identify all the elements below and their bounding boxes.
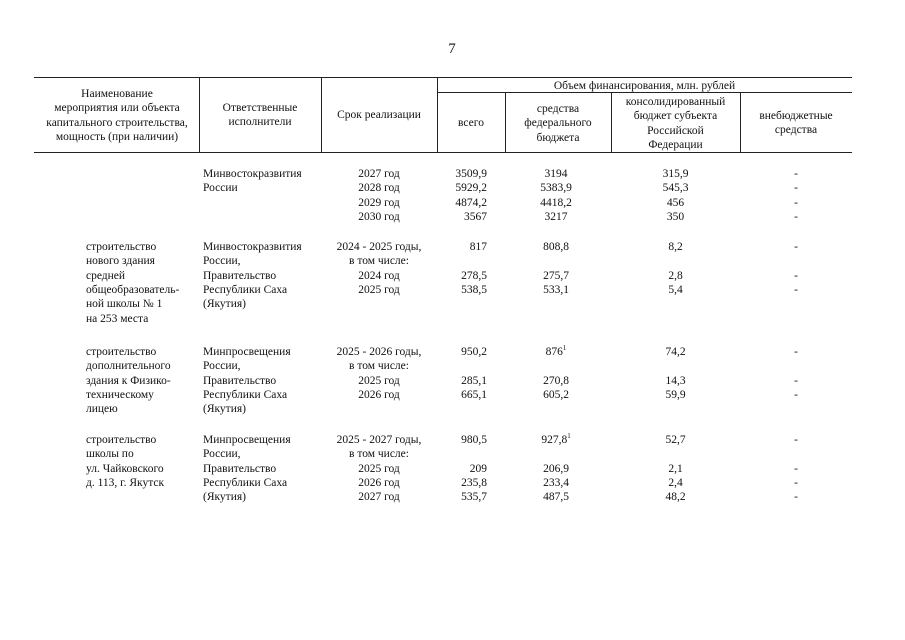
regional-cell: 5,4 <box>668 283 683 296</box>
responsible-line: Минвостокразвития <box>203 241 302 253</box>
period-cell: 2030 год <box>358 210 400 223</box>
column-header-regional: Российской <box>647 124 704 137</box>
total-cell: 950,2 <box>461 346 487 358</box>
offbudget-cell: - <box>794 462 798 475</box>
object-name-line: нового здания <box>86 255 155 268</box>
column-header-name: мощность (при наличии) <box>55 130 179 143</box>
federal-value: 3194 <box>544 168 568 180</box>
offbudget-cell: - <box>794 491 798 504</box>
federal-cell <box>505 240 607 254</box>
federal-value: 605,2 <box>543 388 569 401</box>
column-header-responsible: Ответственные <box>222 102 298 114</box>
responsible-line: Правительство <box>203 374 277 387</box>
regional-cell: 52,7 <box>665 434 686 446</box>
column-header-name: Наименование <box>81 88 153 100</box>
total-cell: 5929,2 <box>455 182 487 195</box>
column-header-offbudget: внебюджетные <box>759 110 833 122</box>
total-cell: 538,5 <box>461 283 487 296</box>
regional-cell: 456 <box>666 196 685 209</box>
object-name-line: д. 113, г. Якутск <box>86 476 165 489</box>
federal-value: 5383,9 <box>540 182 572 195</box>
column-divider <box>611 92 612 152</box>
regional-cell: 2,4 <box>668 476 683 489</box>
regional-cell: 59,9 <box>665 388 686 401</box>
page-number: 7 <box>448 41 456 57</box>
offbudget-cell: - <box>794 434 798 446</box>
responsible-line: (Якутия) <box>203 298 246 311</box>
federal-cell <box>505 210 607 224</box>
period-cell: 2026 год <box>358 476 400 489</box>
object-name-line: строительство <box>86 346 157 358</box>
federal-cell <box>505 476 607 490</box>
federal-value: 233,4 <box>543 476 569 489</box>
offbudget-cell: - <box>794 210 798 223</box>
column-header-name: капитального строительства, <box>46 116 188 129</box>
column-header-federal: средства <box>536 103 580 115</box>
federal-cell <box>505 283 607 297</box>
column-header-total: всего <box>458 117 484 129</box>
column-header-federal: бюджета <box>536 131 580 144</box>
federal-cell <box>505 269 607 283</box>
offbudget-cell: - <box>794 182 798 195</box>
federal-value: 927,8 <box>541 434 568 446</box>
regional-cell: 2,1 <box>668 462 683 475</box>
column-header-finance: Объем финансирования, млн. рублей <box>553 80 736 92</box>
offbudget-cell: - <box>794 283 798 296</box>
column-divider <box>740 92 741 152</box>
federal-cell <box>505 490 607 504</box>
federal-cell <box>505 167 607 181</box>
column-divider <box>199 77 200 152</box>
federal-cell <box>505 388 607 402</box>
total-cell: 817 <box>469 241 487 253</box>
column-header-offbudget: средства <box>774 124 818 137</box>
regional-cell: 14,3 <box>665 374 686 387</box>
responsible-line: Минвостокразвития <box>203 168 302 180</box>
column-divider <box>321 77 322 152</box>
column-header-regional: Федерации <box>648 138 703 151</box>
object-name-line: средней <box>86 269 126 282</box>
total-cell: 278,5 <box>461 269 487 282</box>
federal-value: 876 <box>545 346 563 358</box>
federal-cell <box>505 374 607 388</box>
object-name-line: лицею <box>86 403 118 416</box>
column-divider <box>437 77 438 152</box>
responsible-line: (Якутия) <box>203 403 246 416</box>
table-top-rule <box>34 77 852 78</box>
period-cell: 2025 год <box>358 462 400 475</box>
period-cell: 2024 - 2025 годы, <box>336 241 422 253</box>
regional-cell: 545,3 <box>662 182 689 195</box>
period-cell: 2028 год <box>358 182 400 195</box>
column-divider <box>505 92 506 152</box>
period-cell: 2026 год <box>358 388 400 401</box>
period-cell: 2027 год <box>358 491 400 504</box>
period-cell: 2025 - 2026 годы, <box>336 346 422 358</box>
federal-value: 4418,2 <box>540 196 572 209</box>
offbudget-cell: - <box>794 269 798 282</box>
responsible-line: Республики Саха <box>203 283 288 296</box>
total-cell: 665,1 <box>461 388 487 401</box>
responsible-line: России <box>203 182 238 195</box>
regional-cell: 74,2 <box>665 346 686 358</box>
federal-cell <box>505 196 607 210</box>
responsible-line: Республики Саха <box>203 476 288 489</box>
federal-value: 275,7 <box>543 269 569 282</box>
responsible-line: России, <box>203 360 241 373</box>
object-name-line: техническому <box>86 388 154 401</box>
regional-cell: 315,9 <box>662 168 689 180</box>
offbudget-cell: - <box>794 168 798 180</box>
column-header-regional: бюджет субъекта <box>633 110 718 123</box>
regional-cell: 2,8 <box>668 269 683 282</box>
regional-cell: 48,2 <box>665 491 686 504</box>
period-cell: 2025 - 2027 годы, <box>336 434 422 446</box>
period-cell: 2029 год <box>358 196 400 209</box>
offbudget-cell: - <box>794 241 798 253</box>
total-cell: 3509,9 <box>455 168 487 180</box>
total-cell: 235,8 <box>461 476 487 489</box>
period-cell: 2025 год <box>358 283 400 296</box>
responsible-line: Минпросвещения <box>203 346 291 358</box>
period-cell: в том числе: <box>349 360 409 373</box>
period-cell: в том числе: <box>349 255 409 268</box>
federal-value: 3217 <box>544 210 568 223</box>
object-name-line: ной школы № 1 <box>86 298 163 311</box>
period-cell: в том числе: <box>349 448 409 461</box>
responsible-line: Республики Саха <box>203 388 288 401</box>
offbudget-cell: - <box>794 346 798 358</box>
object-name-line: школы по <box>86 448 134 461</box>
responsible-line: Минпросвещения <box>203 434 291 446</box>
object-name-line: общеобразователь- <box>86 283 180 296</box>
responsible-line: Правительство <box>203 462 277 475</box>
offbudget-cell: - <box>794 196 798 209</box>
regional-cell: 350 <box>666 210 685 223</box>
total-cell: 285,1 <box>461 374 487 387</box>
responsible-line: (Якутия) <box>203 491 246 504</box>
period-cell: 2027 год <box>358 168 400 180</box>
federal-cell <box>505 181 607 195</box>
total-cell: 535,7 <box>461 491 487 504</box>
responsible-line: Правительство <box>203 269 277 282</box>
object-name-line: строительство <box>86 434 157 446</box>
object-name-line: здания к Физико- <box>86 374 171 387</box>
offbudget-cell: - <box>794 388 798 401</box>
period-cell: 2024 год <box>358 269 400 282</box>
object-name-line: дополнительного <box>86 360 171 373</box>
federal-cell <box>505 462 607 476</box>
period-cell: 2025 год <box>358 374 400 387</box>
footnote-marker: 1 <box>567 432 571 440</box>
total-cell: 980,5 <box>461 434 487 446</box>
total-cell: 4874,2 <box>455 196 487 209</box>
federal-value: 487,5 <box>543 491 569 504</box>
column-header-responsible: исполнители <box>228 116 292 129</box>
responsible-line: России, <box>203 448 241 461</box>
responsible-line: России, <box>203 255 241 268</box>
object-name-line: на 253 места <box>86 312 149 325</box>
federal-value: 206,9 <box>543 462 569 475</box>
offbudget-cell: - <box>794 476 798 489</box>
column-header-name: мероприятия или объекта <box>54 102 180 115</box>
column-header-period: Срок реализации <box>337 109 421 121</box>
object-name-line: ул. Чайковского <box>86 462 164 475</box>
column-header-federal: федерального <box>524 117 592 130</box>
object-name-line: строительство <box>86 241 157 253</box>
footnote-marker: 1 <box>562 344 567 352</box>
federal-value: 533,1 <box>543 283 569 296</box>
column-header-regional: консолидированный <box>625 96 726 108</box>
federal-cell <box>505 433 607 447</box>
federal-cell <box>505 345 607 359</box>
regional-cell: 8,2 <box>668 241 683 253</box>
total-cell: 3567 <box>464 210 487 223</box>
offbudget-cell: - <box>794 374 798 387</box>
federal-value: 808,8 <box>543 241 569 253</box>
total-cell: 209 <box>469 462 487 475</box>
federal-value: 270,8 <box>543 374 569 387</box>
